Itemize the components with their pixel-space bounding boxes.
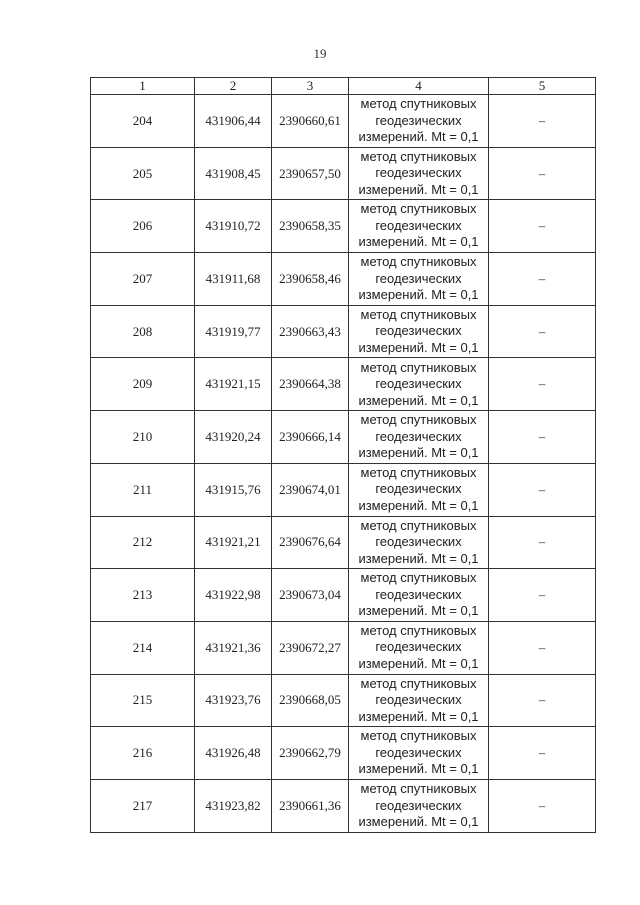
method-line: геодезических <box>375 112 462 128</box>
x-coordinate-cell: 431911,68 <box>195 253 272 306</box>
point-number-cell: 206 <box>91 200 195 253</box>
header-row <box>91 78 596 95</box>
note-cell: – <box>489 95 596 148</box>
header-col-1: 1 <box>91 78 195 95</box>
method-line: метод спутниковых <box>360 306 477 322</box>
method-cell <box>349 305 489 358</box>
method-line: измерений. Mt = 0,1 <box>358 814 479 830</box>
method-line: геодезических <box>375 217 462 233</box>
method-line: метод спутниковых <box>360 96 477 112</box>
method-cell <box>349 779 489 832</box>
header-col-3: 3 <box>272 78 349 95</box>
method-line: измерений. Mt = 0,1 <box>358 497 479 513</box>
method-cell <box>349 621 489 674</box>
method-line: метод спутниковых <box>360 201 477 217</box>
method-line: геодезических <box>375 534 462 550</box>
point-number-cell: 204 <box>91 95 195 148</box>
table-body <box>91 95 596 833</box>
method-line: геодезических <box>375 692 462 708</box>
note-cell: – <box>489 779 596 832</box>
method-line: измерений. Mt = 0,1 <box>358 181 479 197</box>
method-line: измерений. Mt = 0,1 <box>358 445 479 461</box>
note-cell: – <box>489 727 596 780</box>
method-line: метод спутниковых <box>360 254 477 270</box>
x-coordinate-cell: 431923,76 <box>195 674 272 727</box>
method-cell <box>349 200 489 253</box>
table-row <box>91 358 596 411</box>
point-number-cell: 215 <box>91 674 195 727</box>
method-line: метод спутниковых <box>360 412 477 428</box>
note-cell: – <box>489 621 596 674</box>
note-cell: – <box>489 674 596 727</box>
method-cell <box>349 674 489 727</box>
method-line: измерений. Mt = 0,1 <box>358 761 479 777</box>
y-coordinate-cell: 2390658,46 <box>272 253 349 306</box>
method-cell <box>349 516 489 569</box>
method-line: метод спутниковых <box>360 570 477 586</box>
method-cell <box>349 727 489 780</box>
point-number-cell: 208 <box>91 305 195 358</box>
point-number-cell: 216 <box>91 727 195 780</box>
y-coordinate-cell: 2390668,05 <box>272 674 349 727</box>
method-line: геодезических <box>375 428 462 444</box>
x-coordinate-cell: 431926,48 <box>195 727 272 780</box>
method-line: геодезических <box>375 481 462 497</box>
y-coordinate-cell: 2390661,36 <box>272 779 349 832</box>
table-row <box>91 305 596 358</box>
method-line: метод спутниковых <box>360 622 477 638</box>
method-line: метод спутниковых <box>360 781 477 797</box>
x-coordinate-cell: 431921,36 <box>195 621 272 674</box>
y-coordinate-cell: 2390658,35 <box>272 200 349 253</box>
table-row <box>91 411 596 464</box>
method-line: измерений. Mt = 0,1 <box>358 234 479 250</box>
method-cell <box>349 358 489 411</box>
point-number-cell: 217 <box>91 779 195 832</box>
y-coordinate-cell: 2390664,38 <box>272 358 349 411</box>
point-number-cell: 214 <box>91 621 195 674</box>
y-coordinate-cell: 2390663,43 <box>272 305 349 358</box>
method-line: измерений. Mt = 0,1 <box>358 392 479 408</box>
header-col-5: 5 <box>489 78 596 95</box>
x-coordinate-cell: 431910,72 <box>195 200 272 253</box>
method-cell <box>349 569 489 622</box>
table-row <box>91 779 596 832</box>
point-number-cell: 211 <box>91 463 195 516</box>
note-cell: – <box>489 253 596 306</box>
table-row <box>91 516 596 569</box>
x-coordinate-cell: 431923,82 <box>195 779 272 832</box>
table-row <box>91 674 596 727</box>
point-number-cell: 210 <box>91 411 195 464</box>
method-line: геодезических <box>375 165 462 181</box>
x-coordinate-cell: 431915,76 <box>195 463 272 516</box>
point-number-cell: 205 <box>91 147 195 200</box>
method-cell <box>349 253 489 306</box>
table-row <box>91 569 596 622</box>
method-line: измерений. Mt = 0,1 <box>358 655 479 671</box>
y-coordinate-cell: 2390666,14 <box>272 411 349 464</box>
x-coordinate-cell: 431919,77 <box>195 305 272 358</box>
method-line: геодезических <box>375 323 462 339</box>
table-row <box>91 147 596 200</box>
x-coordinate-cell: 431922,98 <box>195 569 272 622</box>
y-coordinate-cell: 2390676,64 <box>272 516 349 569</box>
table-row <box>91 463 596 516</box>
method-line: измерений. Mt = 0,1 <box>358 129 479 145</box>
table-row <box>91 95 596 148</box>
note-cell: – <box>489 516 596 569</box>
note-cell: – <box>489 358 596 411</box>
x-coordinate-cell: 431921,15 <box>195 358 272 411</box>
x-coordinate-cell: 431908,45 <box>195 147 272 200</box>
method-line: измерений. Mt = 0,1 <box>358 603 479 619</box>
method-line: измерений. Mt = 0,1 <box>358 708 479 724</box>
y-coordinate-cell: 2390673,04 <box>272 569 349 622</box>
method-line: измерений. Mt = 0,1 <box>358 550 479 566</box>
method-line: измерений. Mt = 0,1 <box>358 339 479 355</box>
x-coordinate-cell: 431906,44 <box>195 95 272 148</box>
table-row <box>91 253 596 306</box>
method-line: геодезических <box>375 270 462 286</box>
point-number-cell: 213 <box>91 569 195 622</box>
method-cell <box>349 147 489 200</box>
method-cell <box>349 95 489 148</box>
y-coordinate-cell: 2390674,01 <box>272 463 349 516</box>
header-col-4: 4 <box>349 78 489 95</box>
method-line: метод спутниковых <box>360 148 477 164</box>
method-line: метод спутниковых <box>360 675 477 691</box>
note-cell: – <box>489 411 596 464</box>
point-number-cell: 207 <box>91 253 195 306</box>
point-number-cell: 212 <box>91 516 195 569</box>
note-cell: – <box>489 147 596 200</box>
method-line: геодезических <box>375 376 462 392</box>
method-line: измерений. Mt = 0,1 <box>358 287 479 303</box>
method-line: метод спутниковых <box>360 464 477 480</box>
y-coordinate-cell: 2390660,61 <box>272 95 349 148</box>
method-line: метод спутниковых <box>360 517 477 533</box>
method-cell <box>349 463 489 516</box>
point-number-cell: 209 <box>91 358 195 411</box>
y-coordinate-cell: 2390657,50 <box>272 147 349 200</box>
x-coordinate-cell: 431921,21 <box>195 516 272 569</box>
note-cell: – <box>489 569 596 622</box>
method-line: геодезических <box>375 744 462 760</box>
header-col-2: 2 <box>195 78 272 95</box>
note-cell: – <box>489 305 596 358</box>
note-cell: – <box>489 200 596 253</box>
method-cell <box>349 411 489 464</box>
method-line: геодезических <box>375 586 462 602</box>
table-row <box>91 621 596 674</box>
x-coordinate-cell: 431920,24 <box>195 411 272 464</box>
method-line: метод спутниковых <box>360 728 477 744</box>
method-line: геодезических <box>375 797 462 813</box>
coordinates-table <box>90 77 596 833</box>
note-cell: – <box>489 463 596 516</box>
method-line: метод спутниковых <box>360 359 477 375</box>
table-row <box>91 727 596 780</box>
y-coordinate-cell: 2390662,79 <box>272 727 349 780</box>
page-number: 19 <box>313 46 327 61</box>
method-line: геодезических <box>375 639 462 655</box>
y-coordinate-cell: 2390672,27 <box>272 621 349 674</box>
table-row <box>91 200 596 253</box>
